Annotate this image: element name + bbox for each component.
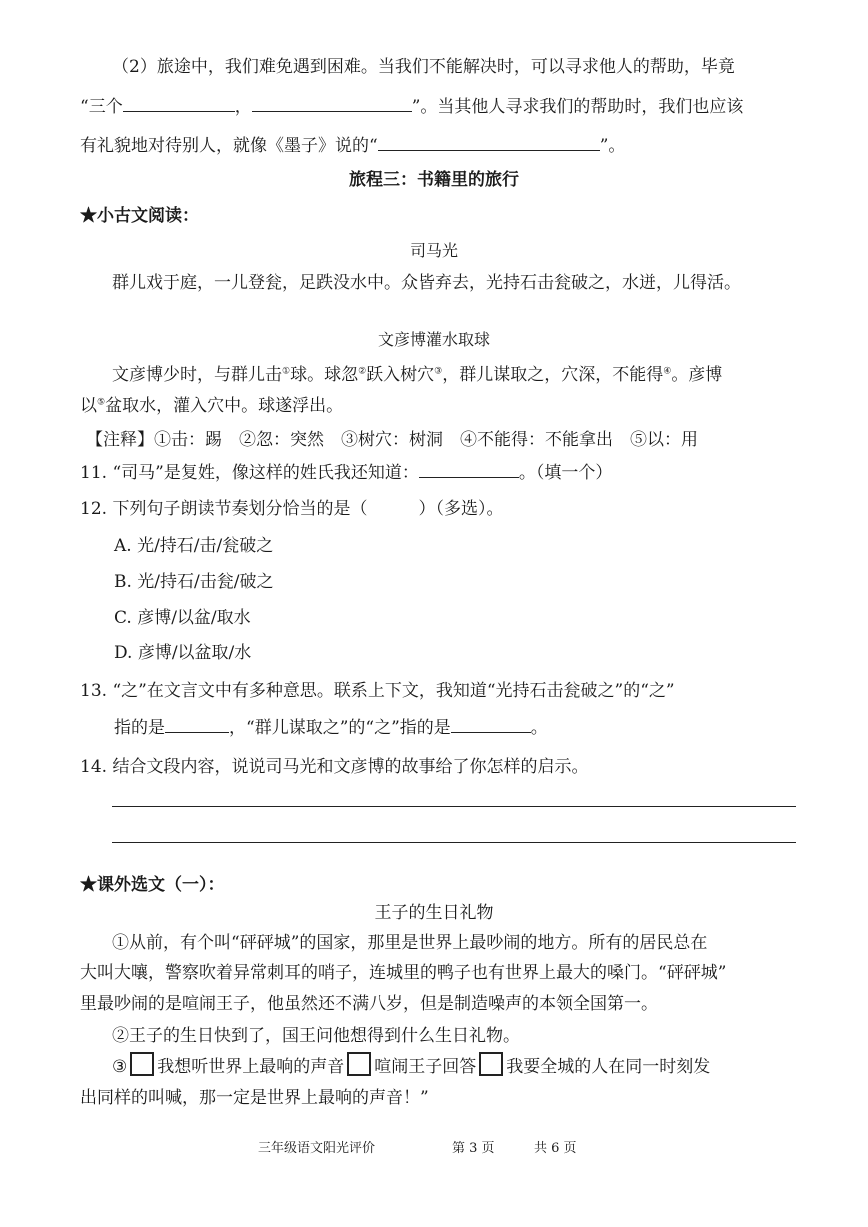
story-paragraph: 大叫大嚷，警察吹着异常刺耳的哨子，连城里的鸭子也有世界上最大的嗓门。“砰砰城” <box>80 963 727 983</box>
question-13: 13. “之”在文言文中有多种意思。联系上下文，我知道“光持石击瓮破之”的“之” <box>80 681 675 701</box>
answer-line[interactable] <box>112 806 796 807</box>
answer-blank[interactable] <box>451 715 531 733</box>
reading-label: ★小古文阅读： <box>80 206 199 226</box>
page-number: 第 3 页 <box>452 1141 495 1156</box>
answer-blank[interactable] <box>165 715 229 733</box>
answer-blank[interactable] <box>378 133 600 151</box>
section-title: 旅程三：书籍里的旅行 <box>349 170 519 190</box>
question-12: 12. 下列句子朗读节奏划分恰当的是（ ）（多选）。 <box>80 499 504 519</box>
story-paragraph: ①从前，有个叫“砰砰城”的国家，那里是世界上最吵闹的地方。所有的居民总在 <box>112 933 708 953</box>
annotation-notes: 【注释】①击：踢 ②忽：突然 ③树穴：树洞 ④不能得：不能拿出 ⑤以：用 <box>86 430 698 450</box>
story-paragraph: ③ 我想听世界上最响的声音 喧闹王子回答 我要全城的人在同一时刻发 <box>112 1052 710 1077</box>
question-13-line2: 指的是 ，“群儿谋取之”的“之”指的是 。 <box>114 713 548 738</box>
option-d[interactable]: D. 彦博/以盆取/水 <box>114 643 252 663</box>
punctuation-box[interactable] <box>479 1052 503 1076</box>
story-paragraph: 里最吵闹的是喧闹王子，他虽然还不满八岁，但是制造噪声的本领全国第一。 <box>80 994 658 1014</box>
question-14: 14. 结合文段内容，说说司马光和文彦博的故事给了你怎样的启示。 <box>80 757 589 777</box>
answer-blank[interactable] <box>123 94 235 112</box>
passage-text: 群儿戏于庭，一儿登瓮，足跌没水中。众皆弃去，光持石击瓮破之，水迸，儿得活。 <box>112 273 741 293</box>
extra-label: ★课外选文（一）： <box>80 875 225 895</box>
passage-text: 文彦博少时，与群儿击①球。球忽②跃入树穴③，群儿谋取之，穴深，不能得④。彦博 <box>112 365 723 385</box>
q10-line3: 有礼貌地对待别人，就像《墨子》说的“ ”。 <box>80 131 625 156</box>
option-c[interactable]: C. 彦博/以盆/取水 <box>114 608 251 628</box>
passage-text: 以⑤盆取水，灌入穴中。球遂浮出。 <box>80 396 344 416</box>
q10-line1: （2）旅途中，我们难免遇到困难。当我们不能解决时，可以寻求他人的帮助，毕竟 <box>112 57 735 77</box>
answer-blank[interactable] <box>419 460 519 478</box>
story-title: 王子的生日礼物 <box>374 903 494 923</box>
option-b[interactable]: B. 光/持石/击瓮/破之 <box>114 572 274 592</box>
punctuation-box[interactable] <box>130 1052 154 1076</box>
story-paragraph: ②王子的生日快到了，国王问他想得到什么生日礼物。 <box>112 1026 520 1046</box>
q10-line2: “三个 ， ”。当其他人寻求我们的帮助时，我们也应该 <box>80 92 743 117</box>
question-11: 11. “司马”是复姓，像这样的姓氏我还知道： 。（填一个） <box>80 458 612 483</box>
passage-title: 文彦博灌水取球 <box>377 330 490 349</box>
story-paragraph: 出同样的叫喊，那一定是世界上最响的声音！” <box>80 1088 429 1108</box>
page-total: 共 6 页 <box>534 1141 577 1156</box>
footer-title: 三年级语文阳光评价 <box>258 1141 376 1156</box>
punctuation-box[interactable] <box>347 1052 371 1076</box>
answer-line[interactable] <box>112 842 796 843</box>
answer-blank[interactable] <box>252 94 412 112</box>
option-a[interactable]: A. 光/持石/击/瓮破之 <box>114 536 274 556</box>
passage-title: 司马光 <box>409 241 458 260</box>
